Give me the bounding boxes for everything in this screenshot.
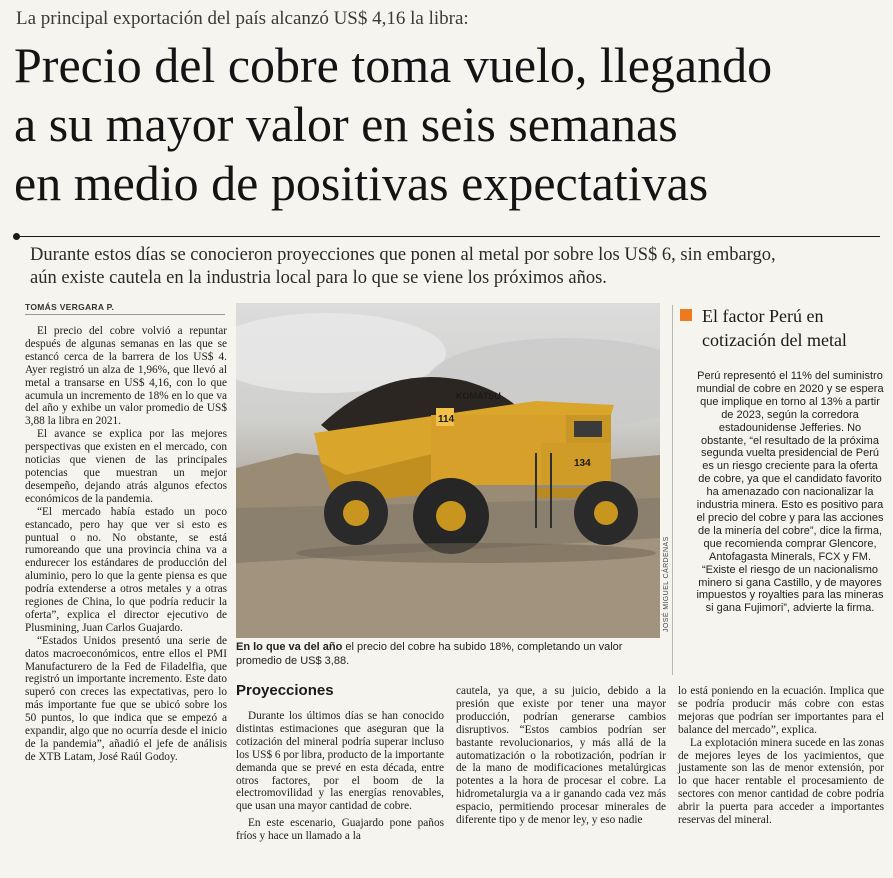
headline-rule (14, 236, 880, 237)
headline-line-1: Precio del cobre toma vuelo, llegando (14, 37, 773, 93)
truck-brand-label: KOMATSU (456, 391, 501, 401)
paragraph: El avance se explica por las mejores perspectivas que existen en el mercado, con noticias que vienen de las principales potencias que muestran un mejor desempeño, dejando atrás algunos efectos económicos de la pandemia. (25, 428, 227, 505)
truck-number-label: 114 (438, 414, 455, 425)
byline-rule (25, 314, 225, 315)
article-column-1 (25, 325, 227, 764)
article-column-2 (236, 710, 444, 843)
photo-caption (236, 641, 660, 668)
headline-line-2: a su mayor valor en seis semanas (14, 96, 678, 152)
paragraph: En este escenario, Guajardo pone paños fríos y hace un llamado a la (236, 817, 444, 843)
mining-truck-illustration (236, 303, 660, 638)
sidebar-divider (672, 305, 673, 675)
paragraph: Durante los últimos días se han conocido distintas estimaciones que aseguran que la cotización del mineral podría superar incluso los US$ 6 por libra, producto de la importante demanda que se prevé en esta década, entre otros factores, por el boom de la electromovilidad y las energías renovables, que usan una mayor cantidad de cobre. (236, 710, 445, 813)
sidebar-body: Perú representó el 11% del suministro mundial de cobre en 2020 y se espera que implique en torno al 13% a partir de 2023, según la corredora estadounidense Jefferies. No obstante, “el resultado de la próxima segunda vuelta presidencial de Perú es un riesgo creciente para la oferta de cobre, ya que el candidato favorito ha amenazado con nacionalizar la industria minera. Esto es positivo para el precio del cobre y para las acciones de la minería del cobre”, dice la firma, que recomienda comprar Glencore, Antofagasta Minerals, FCX y FM. “Existe el riesgo de un nacionalismo minero si gana Castillo, y de mayores impuestos y royalties para las mineras si gana Fujimori”, advierte la firma. (696, 370, 884, 615)
paragraph: cautela, ya que, a su juicio, debido a la presión que existe por tener una mayor producción, podrían generarse cambios disruptivos. “Estos cambios podrían ser bastante revolucionarios, y más allá de la automatización o la robotización, podrían ir de la mano de modificaciones metalúrgicas potentes a la hora de procesar el cobre. La hidrometalurgia va a ir ganando cada vez más espacio, permitiendo procesar minerales de diferente tipo y de menor ley, y eso nadie (456, 685, 666, 827)
headline-line-3: en medio de positivas expectativas (14, 155, 709, 211)
paragraph: “El mercado había estado un poco estancado, pero hay que ver si esto es puntual o no. No obstante, se está rumoreando que una provincia china va a endurecer los estándares de producción del aluminio, pero lo que la gente piensa es que podría extenderse a otros metales y a otras regiones de China, lo que podría reducir la oferta”, explica el director ejecutivo de Plusmining, Juan Carlos Guajardo. (25, 505, 227, 634)
headline (14, 36, 884, 213)
caption-lead: En lo que va del año (236, 641, 343, 653)
byline: TOMÁS VERGARA P. (25, 302, 115, 312)
paragraph: La explotación minera sucede en las zonas de mejores leyes de los yacimientos, que justamente son las de menor extensión, por lo que hacer rentable el procesamiento de sectores con menor cantidad de cobre podría abrir la puerta para acceder a importantes reservas del mineral. (678, 736, 884, 827)
deck-line-1: Durante estos días se conocieron proyecciones que ponen al metal por sobre los US$ 6, sin embargo, (30, 245, 776, 265)
sidebar-title: El factor Perú en cotización del metal (702, 306, 847, 350)
kicker: La principal exportación del país alcanzó US$ 4,16 la libra: (16, 8, 469, 29)
paragraph: “Estados Unidos presentó una serie de datos macroeconómicos, entre ellos el PMI Manufacturero de la Fed de Filadelfia, que registró un importante incremento. Este dato superó con creces las expectativas, pero lo más importante fue que se ubicó sobre los 50 puntos, lo que indica que se empezó a expandir, algo que no ocurría desde el inicio de la pandemia”, añadió el jefe de análisis de XTB Latam, José Raúl Godoy. (25, 634, 227, 763)
deck-line-2: aún existe cautela en la industria local para lo que se viene los próximos años. (30, 268, 607, 288)
paragraph: lo está poniendo en la ecuación. Implica que se podría producir más cobre con estas mejoras que podrían ser importantes para el balance del mercado”, explica. (678, 685, 884, 736)
caption-text: el precio del cobre ha subido 18%, completando un valor promedio de US$ 3,88. (236, 641, 623, 667)
mining-truck-photo (236, 303, 660, 638)
deck (30, 244, 880, 290)
article-column-4 (678, 685, 884, 827)
truck-plate-label: 134 (574, 458, 591, 469)
article-column-3 (456, 685, 666, 827)
photo-credit: JOSÉ MIGUEL CÁRDENAS (663, 536, 670, 632)
paragraph: El precio del cobre volvió a repuntar después de algunas semanas en las que se estancó cerca de la barrera de los US$ 4. Ayer registró un alza de 1,96%, que llevó al metal a transarse en US$ 4,16, con lo que acumula un incremento de 18% en lo que va del año y exhibe un valor promedio de US$ 3,88 la libra en 2021. (25, 325, 227, 428)
section-title: Proyecciones (236, 682, 334, 699)
sidebar-accent-square-icon (680, 309, 692, 321)
